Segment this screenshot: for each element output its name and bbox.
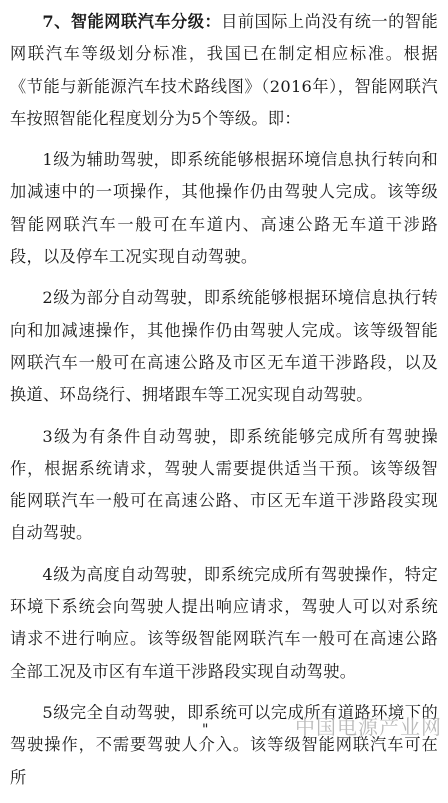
paragraph-text: 2级为部分自动驾驶，即系统能够根据环境信息执行转向和加减速操作，其他操作仍由驾驶人完成。该等级智能网联汽车一般可在高速公路及市区无车道干涉路段，以及换道、环岛绕行、拥堵跟车等工况实现自动驾驶。 bbox=[10, 288, 438, 405]
paragraph-level-4 bbox=[10, 559, 438, 688]
document-page bbox=[10, 6, 438, 803]
paragraph-text: 1级为辅助驾驶，即系统能够根据环境信息执行转向和加减速中的一项操作，其他操作仍由驾驶人完成。该等级智能网联汽车一般可在车道内、高速公路无车道干涉路段，以及停车工况实现自动驾驶。 bbox=[10, 150, 438, 267]
site-watermark: 中国电源产业网 bbox=[295, 715, 442, 739]
paragraph-level-3 bbox=[10, 421, 438, 550]
paragraph-text: 5级完全自动驾驶，即系统可以完成所有道路环境下的驾驶操作，不需要驾驶人介入。该等级智能网联汽车可在所 bbox=[10, 702, 438, 787]
paragraph-text: 目前国际上尚没有统一的智能网联汽车等级划分标准，我国已在制定相应标准。根据《节能与新能源汽车技术路线图》（2016年），智能网联汽车按照智能化程度划分为5个等级。即： bbox=[10, 12, 438, 128]
paragraph-level-2 bbox=[10, 282, 438, 411]
page-number-mark: " bbox=[202, 722, 209, 738]
paragraph-level-1 bbox=[10, 144, 438, 273]
paragraph-classification-intro bbox=[10, 6, 438, 135]
paragraph-text: 4级为高度自动驾驶，即系统完成所有驾驶操作，特定环境下系统会向驾驶人提出响应请求，驾驶人可以对系统请求不进行响应。该等级智能网联汽车一般可在高速公路全部工况及市区有车道干涉路段实现自动驾驶。 bbox=[10, 564, 438, 681]
section-heading: 7、智能网联汽车分级： bbox=[42, 12, 222, 31]
paragraph-text: 3级为有条件自动驾驶，即系统能够完成所有驾驶操作，根据系统请求，驾驶人需要提供适当干预。该等级智能网联汽车一般可在高速公路、市区无车道干涉路段实现自动驾驶。 bbox=[10, 426, 438, 543]
